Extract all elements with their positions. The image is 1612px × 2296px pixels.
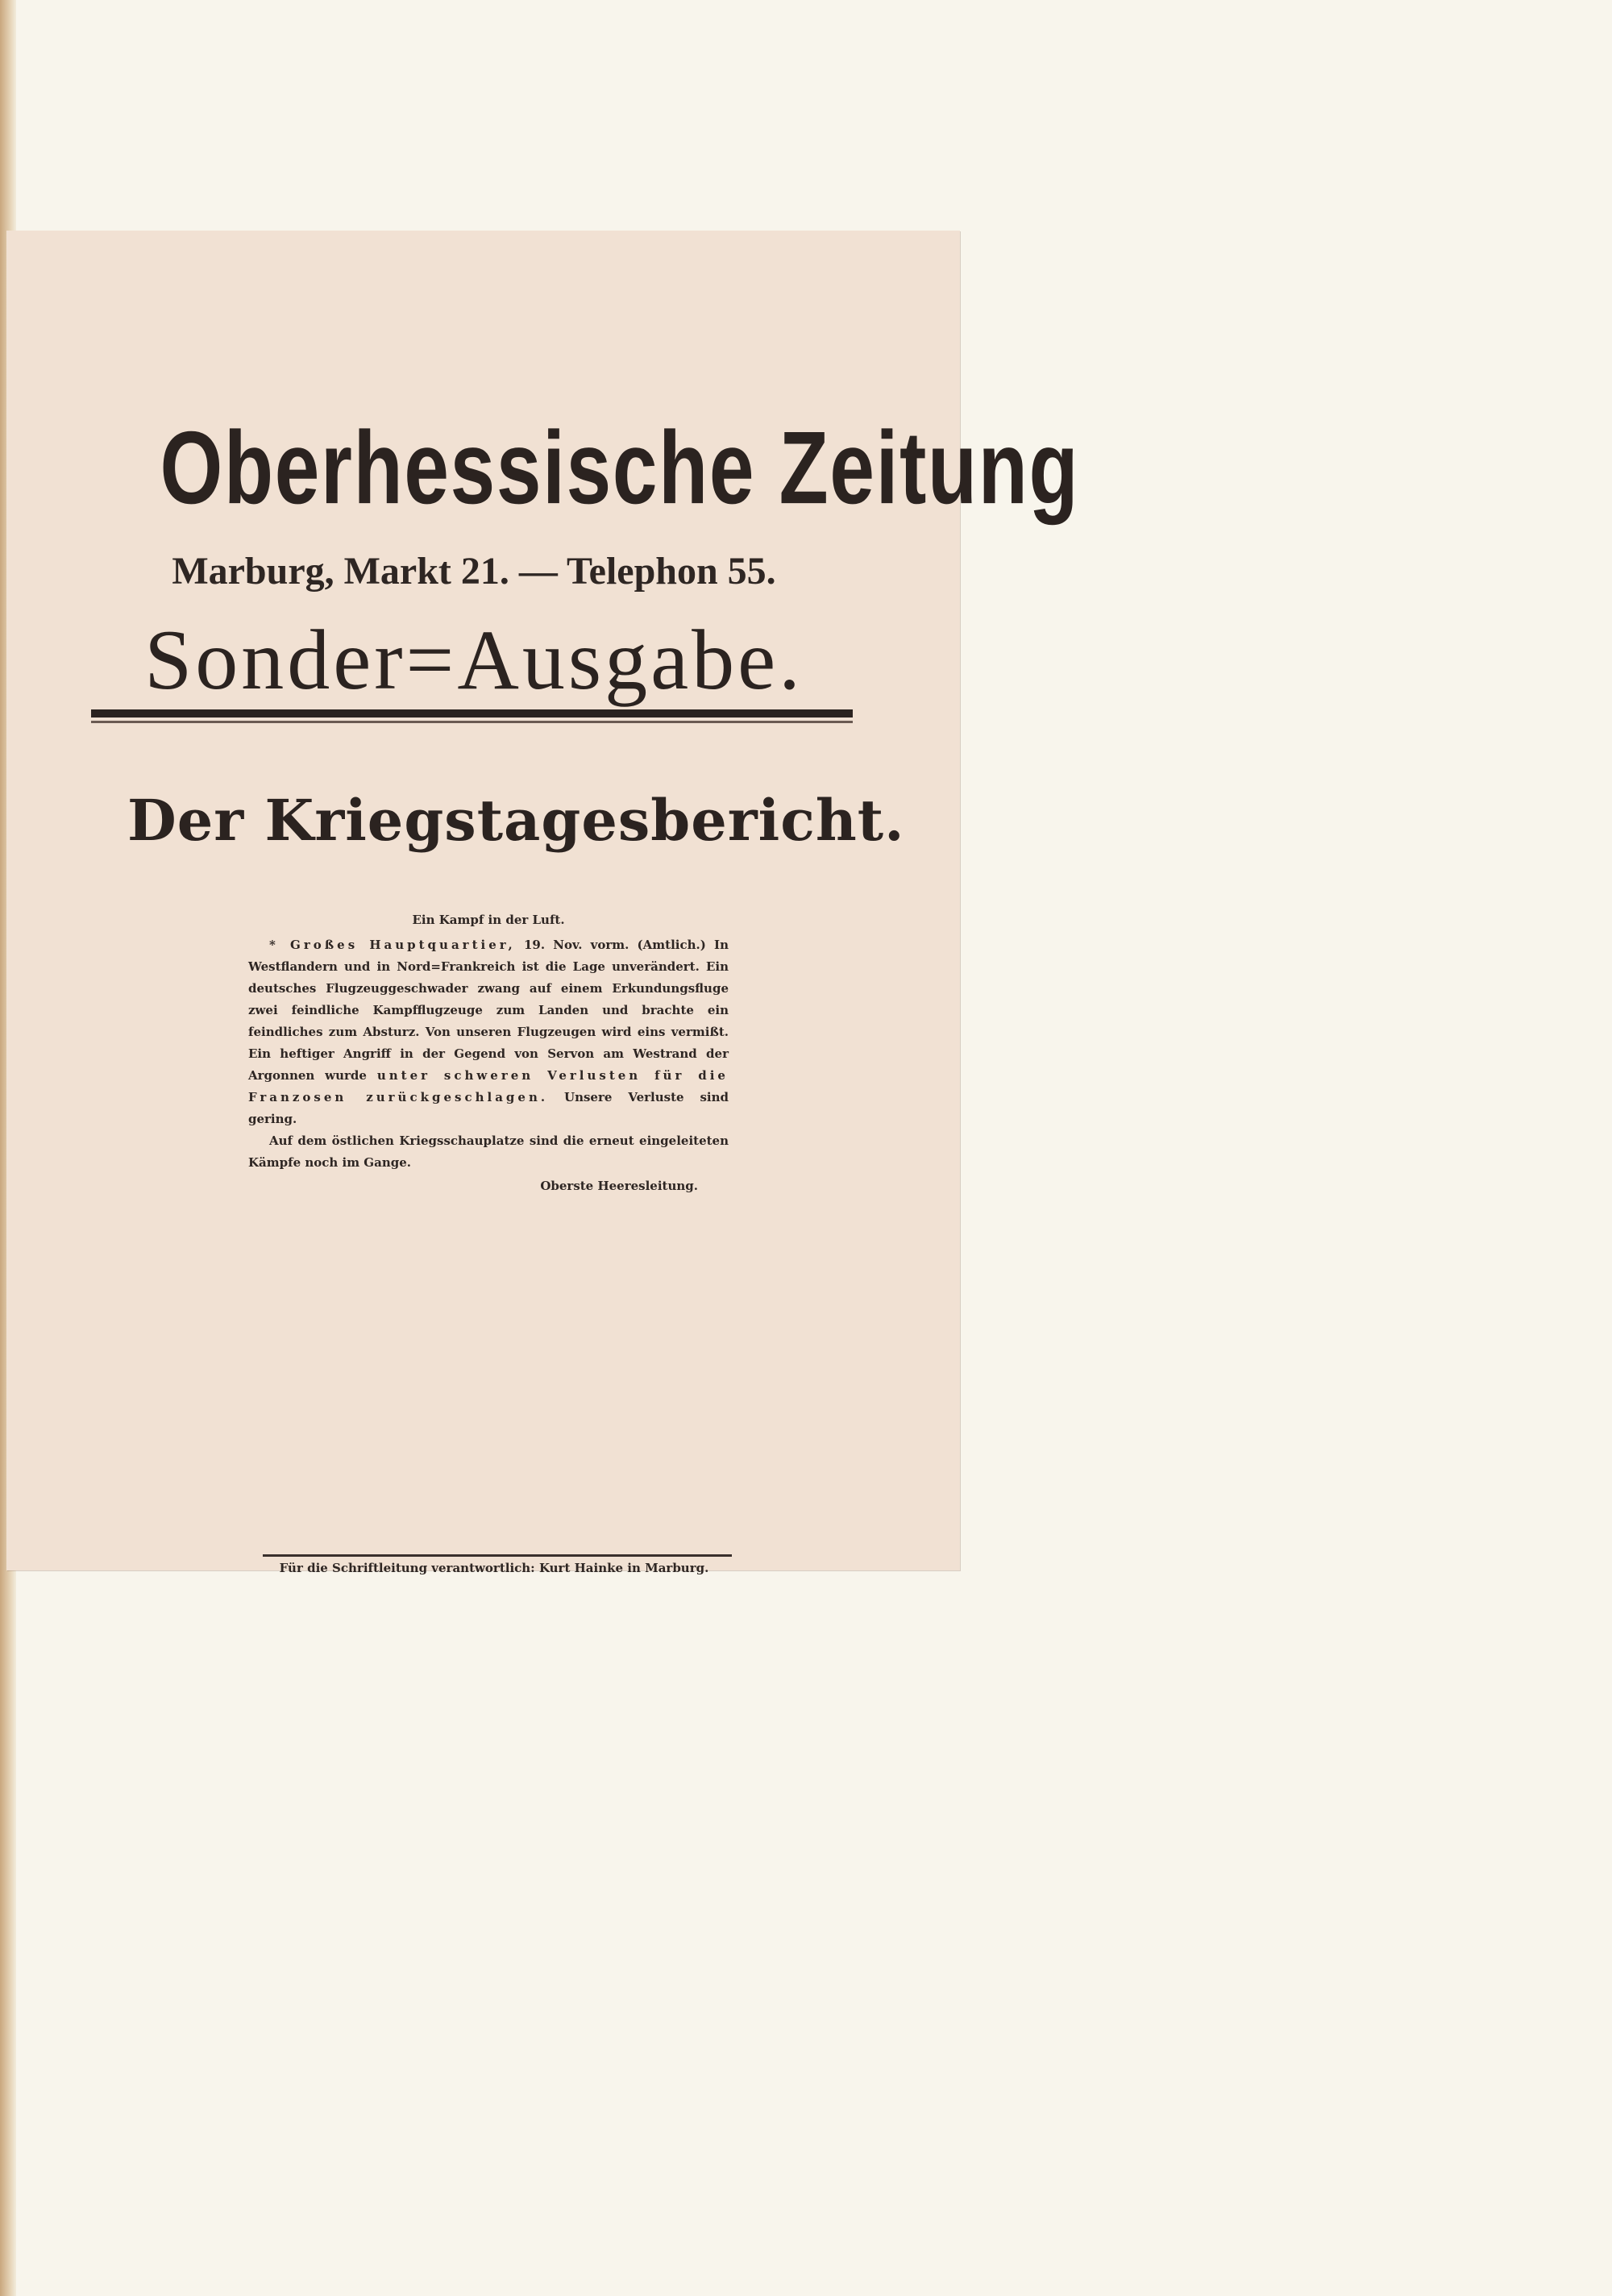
article-text-1b: Unsere Verluste sind gering. — [248, 1090, 729, 1126]
edition-label: Sonder=Ausgabe. — [144, 613, 804, 707]
imprint-footer: Für die Schriftleitung verantwortlich: Kurt Hainke in Marburg. — [279, 1561, 709, 1575]
article-date: 19. Nov. vorm. (Amtlich.) — [523, 938, 706, 952]
article-dateline: * Großes Hauptquartier, — [269, 938, 516, 952]
article-paragraph-1 — [248, 934, 729, 1130]
special-edition-sheet — [6, 231, 1080, 1575]
footer-rule — [263, 1554, 732, 1557]
report-title: Der Kriegstagesbericht. — [127, 787, 905, 854]
article-text-1a: In Westflandern und in Nord=Frankreich ist die Lage unverändert. Ein deutsches Flugzeuggeschwader zwang auf einem Erkundungsfluge zwei feindliche Kampfflugzeuge zum Landen und brachte ein feindliches zum Absturz. Von unseren Flugzeugen wird eins vermißt. Ein heftiger Angriff in der Gegend von Servon am Westrand der Argonnen wurde — [248, 938, 729, 1083]
masthead-rule-thick — [91, 709, 853, 718]
article-paragraph-2: Auf dem östlichen Kriegsschauplatze sind die erneut eingeleiteten Kämpfe noch im Gange. — [248, 1133, 729, 1170]
masthead-rule-thin — [91, 721, 853, 723]
newspaper-title: Oberhessische Zeitung — [160, 410, 1080, 526]
report-article — [248, 909, 729, 1197]
newspaper-address: Marburg, Markt 21. — Telephon 55. — [172, 550, 776, 593]
article-signature: Oberste Heeresleitung. — [540, 1179, 698, 1193]
article-text-spaced: unter schweren Verlusten für die Franzosen zurückgeschlagen. — [248, 1068, 729, 1104]
article-headline: Ein Kampf in der Luft. — [412, 913, 565, 927]
